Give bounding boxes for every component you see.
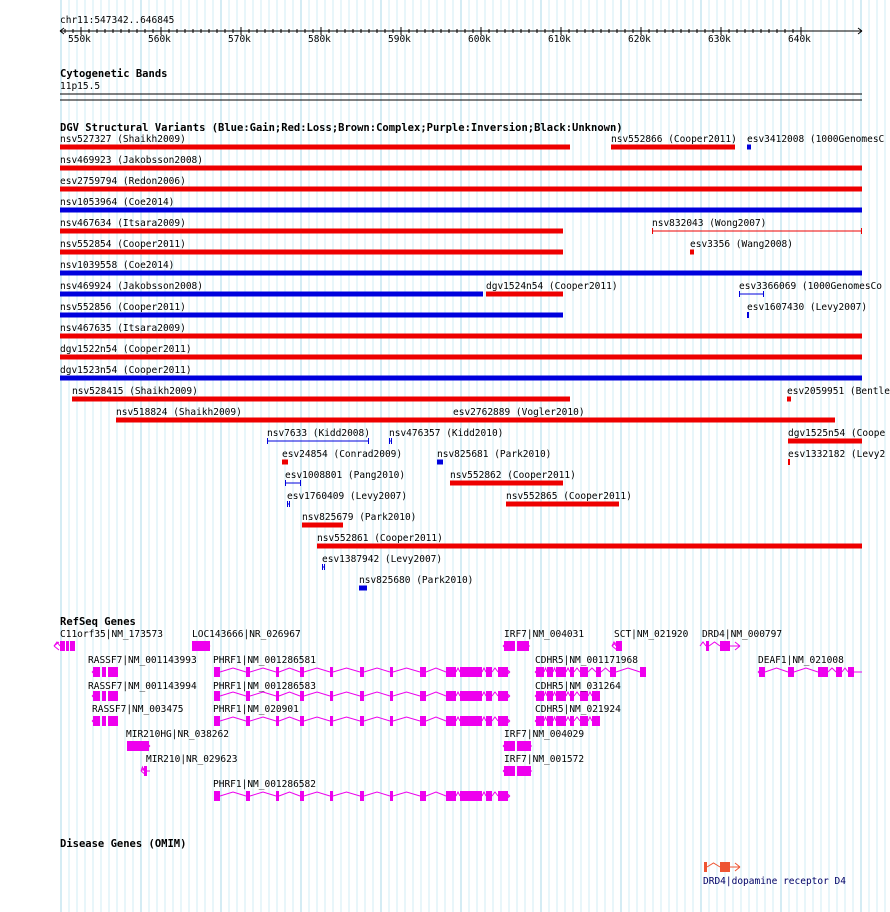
refseq-gene-exon xyxy=(108,716,118,726)
refseq-gene-exon xyxy=(848,667,854,677)
refseq-gene-exon xyxy=(547,691,553,701)
refseq-gene-intron xyxy=(393,692,420,696)
refseq-gene-intron xyxy=(304,717,330,721)
position-label: chr11:547342..646845 xyxy=(60,15,175,26)
dgv-feature-bar xyxy=(317,544,862,549)
refseq-gene-intron xyxy=(393,792,420,796)
refseq-gene-intron xyxy=(304,692,330,696)
refseq-gene-exon xyxy=(300,667,304,677)
dgv-feature-label[interactable]: esv1387942 (Levy2007) xyxy=(322,554,443,565)
refseq-gene-label[interactable]: PHRF1|NM_020901 xyxy=(213,704,299,715)
refseq-gene-intron xyxy=(492,792,498,796)
dgv-feature-label[interactable]: nsv476357 (Kidd2010) xyxy=(389,428,504,439)
refseq-gene-exon xyxy=(580,691,588,701)
refseq-gene-intron xyxy=(794,668,818,672)
dgv-feature-label[interactable]: esv2059951 (Bentle xyxy=(787,386,890,397)
dgv-feature-label[interactable]: nsv552861 (Cooper2011) xyxy=(317,533,443,544)
refseq-gene-exon xyxy=(446,791,456,801)
dgv-feature-label[interactable]: nsv469924 (Jakobsson2008) xyxy=(60,281,203,292)
dgv-feature-bar xyxy=(788,439,862,444)
dgv-feature-label[interactable]: nsv825680 (Park2010) xyxy=(359,575,474,586)
refseq-gene-exon xyxy=(214,791,220,801)
refseq-gene-exon xyxy=(556,667,566,677)
refseq-gene-exon xyxy=(580,667,588,677)
dgv-feature-label[interactable]: nsv825679 (Park2010) xyxy=(302,512,417,523)
refseq-gene-exon xyxy=(300,791,304,801)
refseq-gene-intron xyxy=(364,717,390,721)
refseq-gene-intron xyxy=(544,717,547,721)
dgv-feature-bar xyxy=(437,460,443,465)
refseq-gene-exon xyxy=(390,691,393,701)
refseq-gene-label[interactable]: LOC143666|NR_026967 xyxy=(192,629,301,640)
dgv-feature-bar xyxy=(60,355,862,360)
dgv-feature-bar xyxy=(60,334,862,339)
refseq-gene-exon xyxy=(517,741,531,751)
refseq-gene-exon xyxy=(102,716,106,726)
omim-gene-intron xyxy=(707,863,720,867)
refseq-gene-exon xyxy=(788,667,794,677)
refseq-gene-intron xyxy=(279,792,300,796)
refseq-gene-intron xyxy=(279,692,300,696)
refseq-gene-exon xyxy=(246,791,250,801)
refseq-gene-exon xyxy=(420,791,426,801)
dgv-feature-bar xyxy=(60,313,563,318)
ruler-tick-label: 590k xyxy=(388,34,411,45)
refseq-gene-intron xyxy=(700,642,706,646)
refseq-gene-exon xyxy=(556,691,566,701)
refseq-gene-exon xyxy=(276,667,279,677)
refseq-gene-exon xyxy=(610,667,616,677)
refseq-gene-exon xyxy=(446,691,456,701)
refseq-gene-exon xyxy=(70,641,75,651)
refseq-gene-exon xyxy=(517,641,529,651)
refseq-gene-intron xyxy=(393,717,420,721)
refseq-gene-intron xyxy=(828,668,836,672)
refseq-gene-intron xyxy=(220,668,246,672)
refseq-gene-intron xyxy=(588,692,592,696)
refseq-gene-exon xyxy=(592,691,600,701)
dgv-feature-label[interactable]: nsv825681 (Park2010) xyxy=(437,449,552,460)
refseq-gene-exon xyxy=(818,667,828,677)
refseq-gene-intron xyxy=(842,668,848,672)
dgv-feature-bar xyxy=(60,145,570,150)
refseq-gene-exon xyxy=(570,667,574,677)
refseq-title: RefSeq Genes xyxy=(60,616,136,628)
dgv-feature-bar xyxy=(72,397,570,402)
refseq-gene-exon xyxy=(246,716,250,726)
refseq-gene-intron xyxy=(553,692,556,696)
dgv-feature-bar xyxy=(747,145,751,150)
refseq-gene-exon xyxy=(330,791,333,801)
dgv-feature-label[interactable]: esv3366069 (1000GenomesCo xyxy=(739,281,882,292)
refseq-gene-intron xyxy=(250,692,276,696)
dgv-feature-label[interactable]: nsv467634 (Itsara2009) xyxy=(60,218,186,229)
dgv-feature-bar xyxy=(690,250,694,255)
refseq-gene-exon xyxy=(420,716,426,726)
dgv-feature-bar xyxy=(787,397,791,402)
refseq-gene-intron xyxy=(566,668,570,672)
refseq-gene-intron xyxy=(566,692,570,696)
ruler-tick-label: 560k xyxy=(148,34,171,45)
refseq-gene-exon xyxy=(102,691,106,701)
dgv-feature-label[interactable]: esv1760409 (Levy2007) xyxy=(287,491,408,502)
dgv-feature-bar xyxy=(60,229,563,234)
refseq-gene-intron xyxy=(601,668,610,672)
refseq-gene-intron xyxy=(588,668,596,672)
refseq-gene-exon xyxy=(360,667,364,677)
dgv-feature-label[interactable]: esv1008801 (Pang2010) xyxy=(285,470,406,481)
dgv-feature-label[interactable]: dgv1525n54 (Coope xyxy=(788,428,886,439)
refseq-gene-intron xyxy=(364,692,390,696)
refseq-gene-exon xyxy=(460,667,482,677)
dgv-feature-label[interactable]: nsv7633 (Kidd2008) xyxy=(267,428,370,439)
dgv-feature-label[interactable]: nsv467635 (Itsara2009) xyxy=(60,323,186,334)
refseq-gene-intron xyxy=(333,692,360,696)
refseq-gene-exon xyxy=(592,716,600,726)
refseq-gene-label[interactable]: RASSF7|NM_003475 xyxy=(92,704,184,715)
refseq-gene-label[interactable]: IRF7|NM_004031 xyxy=(504,629,585,640)
refseq-gene-exon xyxy=(300,691,304,701)
dgv-feature-label[interactable]: nsv527327 (Shaikh2009) xyxy=(60,134,186,145)
refseq-gene-intron xyxy=(709,642,720,646)
refseq-gene-exon xyxy=(504,641,515,651)
refseq-gene-exon xyxy=(102,667,106,677)
ruler-tick-label: 630k xyxy=(708,34,731,45)
refseq-gene-exon xyxy=(246,667,250,677)
refseq-gene-label[interactable]: DRD4|NM_000797 xyxy=(702,629,783,640)
refseq-gene-exon xyxy=(486,691,492,701)
refseq-gene-exon xyxy=(706,641,709,651)
refseq-gene-exon xyxy=(596,667,601,677)
refseq-gene-intron xyxy=(588,717,592,721)
refseq-gene-intron xyxy=(426,668,446,672)
dgv-feature-label[interactable]: nsv1053964 (Coe2014) xyxy=(60,197,175,208)
refseq-gene-exon xyxy=(460,691,482,701)
refseq-gene-intron xyxy=(482,717,486,721)
refseq-gene-exon xyxy=(486,791,492,801)
refseq-gene-intron xyxy=(574,668,580,672)
refseq-gene-exon xyxy=(547,667,553,677)
refseq-gene-intron xyxy=(220,717,246,721)
refseq-gene-exon xyxy=(214,667,220,677)
omim-gene-exon xyxy=(720,862,730,872)
refseq-gene-exon xyxy=(498,716,508,726)
refseq-gene-intron xyxy=(482,692,486,696)
refseq-gene-intron xyxy=(333,668,360,672)
refseq-gene-intron xyxy=(426,692,446,696)
refseq-gene-label[interactable]: RASSF7|NM_001143993 xyxy=(88,655,197,666)
refseq-gene-exon xyxy=(360,691,364,701)
refseq-gene-exon xyxy=(498,667,508,677)
dgv-feature-label[interactable]: esv1607430 (Levy2007) xyxy=(747,302,868,313)
refseq-gene-intron xyxy=(492,668,498,672)
refseq-gene-exon xyxy=(836,667,842,677)
refseq-gene-intron xyxy=(492,692,498,696)
dgv-feature-label[interactable]: nsv552862 (Cooper2011) xyxy=(450,470,576,481)
refseq-gene-intron xyxy=(574,717,580,721)
refseq-gene-intron xyxy=(553,668,556,672)
refseq-gene-label[interactable]: CDHR5|NM_001171968 xyxy=(535,655,638,666)
refseq-gene-exon xyxy=(192,641,210,651)
refseq-gene-label[interactable]: PHRF1|NM_001286583 xyxy=(213,681,316,692)
dgv-feature-bar xyxy=(282,460,288,465)
refseq-gene-exon xyxy=(460,716,482,726)
refseq-gene-label[interactable]: C11orf35|NM_173573 xyxy=(60,629,163,640)
refseq-gene-exon xyxy=(214,716,220,726)
ruler-tick-label: 570k xyxy=(228,34,251,45)
refseq-gene-exon xyxy=(108,667,118,677)
refseq-gene-exon xyxy=(556,716,566,726)
refseq-gene-exon xyxy=(504,741,515,751)
dgv-feature-bar xyxy=(60,250,563,255)
refseq-gene-intron xyxy=(544,668,547,672)
dgv-feature-bar xyxy=(453,418,835,423)
dgv-feature-bar xyxy=(506,502,619,507)
refseq-gene-exon xyxy=(498,691,508,701)
refseq-gene-intron xyxy=(574,692,580,696)
dgv-feature-label[interactable]: nsv552865 (Cooper2011) xyxy=(506,491,632,502)
refseq-gene-label[interactable]: DEAF1|NM_021008 xyxy=(758,655,844,666)
refseq-gene-exon xyxy=(276,691,279,701)
refseq-gene-exon xyxy=(390,716,393,726)
refseq-gene-exon xyxy=(570,691,574,701)
refseq-gene-intron xyxy=(250,668,276,672)
refseq-gene-intron xyxy=(279,717,300,721)
dgv-feature-label[interactable]: nsv552856 (Cooper2011) xyxy=(60,302,186,313)
dgv-feature-bar xyxy=(60,271,862,276)
refseq-gene-exon xyxy=(640,667,646,677)
refseq-gene-intron xyxy=(492,717,498,721)
ruler-tick-label: 580k xyxy=(308,34,331,45)
dgv-feature-bar xyxy=(486,292,563,297)
dgv-feature-bar xyxy=(359,586,367,591)
refseq-gene-intron xyxy=(393,668,420,672)
refseq-gene-intron xyxy=(544,692,547,696)
refseq-gene-exon xyxy=(504,766,515,776)
refseq-gene-exon xyxy=(330,667,333,677)
refseq-gene-intron xyxy=(364,792,390,796)
dgv-feature-label[interactable]: esv3412008 (1000GenomesC xyxy=(747,134,885,145)
refseq-gene-intron xyxy=(456,668,460,672)
dgv-feature-bar xyxy=(450,481,563,486)
refseq-gene-exon xyxy=(66,641,69,651)
dgv-feature-label[interactable]: nsv1039558 (Coe2014) xyxy=(60,260,175,271)
refseq-gene-intron xyxy=(616,668,640,672)
refseq-gene-label[interactable]: PHRF1|NM_001286581 xyxy=(213,655,316,666)
refseq-gene-exon xyxy=(460,791,482,801)
refseq-gene-exon xyxy=(486,667,492,677)
refseq-gene-intron xyxy=(482,668,486,672)
dgv-feature-bar xyxy=(60,187,862,192)
dgv-feature-bar xyxy=(302,523,343,528)
refseq-gene-intron xyxy=(220,792,246,796)
refseq-gene-label[interactable]: IRF7|NM_001572 xyxy=(504,754,585,765)
omim-gene-exon xyxy=(704,862,707,872)
ruler-tick-label: 610k xyxy=(548,34,571,45)
refseq-gene-intron xyxy=(304,792,330,796)
refseq-gene-exon xyxy=(580,716,588,726)
refseq-gene-label[interactable]: IRF7|NM_004029 xyxy=(504,729,585,740)
dgv-feature-label[interactable]: nsv518824 (Shaikh2009) xyxy=(116,407,242,418)
refseq-gene-exon xyxy=(446,716,456,726)
refseq-gene-intron xyxy=(426,717,446,721)
refseq-gene-label[interactable]: CDHR5|NM_031264 xyxy=(535,681,621,692)
refseq-gene-intron xyxy=(456,717,460,721)
dgv-feature-label[interactable]: esv2759794 (Redon2006) xyxy=(60,176,186,187)
dgv-feature-bar xyxy=(60,292,483,297)
ruler-tick-label: 640k xyxy=(788,34,811,45)
refseq-gene-intron xyxy=(220,692,246,696)
refseq-gene-exon xyxy=(60,641,65,651)
refseq-gene-exon xyxy=(390,791,393,801)
cytoband-label[interactable]: 11p15.5 xyxy=(60,81,101,92)
dgv-feature-label[interactable]: nsv469923 (Jakobsson2008) xyxy=(60,155,203,166)
dgv-feature-label[interactable]: dgv1523n54 (Cooper2011) xyxy=(60,365,192,376)
refseq-gene-exon xyxy=(214,691,220,701)
refseq-gene-exon xyxy=(720,641,730,651)
ruler-tick-label: 600k xyxy=(468,34,491,45)
refseq-gene-exon xyxy=(330,716,333,726)
refseq-gene-label[interactable]: MIR210|NR_029623 xyxy=(146,754,238,765)
refseq-gene-exon xyxy=(486,716,492,726)
refseq-gene-label[interactable]: CDHR5|NM_021924 xyxy=(535,704,621,715)
omim-gene-label[interactable]: DRD4|dopamine receptor D4 xyxy=(703,876,846,887)
refseq-gene-intron xyxy=(364,668,390,672)
refseq-gene-label[interactable]: SCT|NM_021920 xyxy=(614,629,689,640)
refseq-gene-exon xyxy=(360,791,364,801)
dgv-feature-label[interactable]: esv3356 (Wang2008) xyxy=(690,239,793,250)
refseq-gene-exon xyxy=(390,667,393,677)
refseq-gene-intron xyxy=(333,792,360,796)
refseq-gene-intron xyxy=(456,792,460,796)
refseq-gene-exon xyxy=(330,691,333,701)
ruler-tick-label: 550k xyxy=(68,34,91,45)
dgv-feature-label[interactable]: nsv528415 (Shaikh2009) xyxy=(72,386,198,397)
refseq-gene-intron xyxy=(250,792,276,796)
cytobands-title: Cytogenetic Bands xyxy=(60,68,168,80)
dgv-feature-bar xyxy=(60,208,862,213)
dgv-feature-label[interactable]: esv2762889 (Vogler2010) xyxy=(453,407,585,418)
refseq-gene-intron xyxy=(456,692,460,696)
refseq-gene-intron xyxy=(426,792,446,796)
refseq-gene-exon xyxy=(446,667,456,677)
dgv-feature-bar xyxy=(60,166,862,171)
refseq-gene-intron xyxy=(566,717,570,721)
dgv-feature-label[interactable]: nsv552854 (Cooper2011) xyxy=(60,239,186,250)
refseq-gene-intron xyxy=(765,668,788,672)
dgv-feature-label[interactable]: nsv552866 (Cooper2011) xyxy=(611,134,737,145)
refseq-gene-exon xyxy=(547,716,553,726)
refseq-gene-intron xyxy=(333,717,360,721)
dgv-feature-label[interactable]: esv1332182 (Levy2 xyxy=(788,449,886,460)
refseq-gene-exon xyxy=(517,766,531,776)
refseq-gene-exon xyxy=(276,716,279,726)
refseq-gene-intron xyxy=(553,717,556,721)
omim-title: Disease Genes (OMIM) xyxy=(60,838,187,850)
refseq-gene-exon xyxy=(498,791,508,801)
refseq-gene-label[interactable]: PHRF1|NM_001286582 xyxy=(213,779,316,790)
refseq-gene-label[interactable]: MIR210HG|NR_038262 xyxy=(126,729,229,740)
ruler-tick-label: 620k xyxy=(628,34,651,45)
refseq-gene-exon xyxy=(108,691,118,701)
refseq-gene-exon xyxy=(420,667,426,677)
dgv-feature-bar xyxy=(611,145,735,150)
dgv-feature-bar xyxy=(60,376,862,381)
dgv-feature-label[interactable]: dgv1522n54 (Cooper2011) xyxy=(60,344,192,355)
refseq-gene-intron xyxy=(279,668,300,672)
refseq-gene-exon xyxy=(360,716,364,726)
refseq-gene-exon xyxy=(300,716,304,726)
refseq-gene-intron xyxy=(304,668,330,672)
dgv-feature-label[interactable]: esv24854 (Conrad2009) xyxy=(282,449,403,460)
refseq-gene-exon xyxy=(246,691,250,701)
refseq-gene-label[interactable]: RASSF7|NM_001143994 xyxy=(88,681,197,692)
refseq-gene-exon xyxy=(276,791,279,801)
dgv-title: DGV Structural Variants (Blue:Gain;Red:Loss;Brown:Complex;Purple:Inversion;Black:Unknown) xyxy=(60,122,623,134)
dgv-feature-label[interactable]: nsv832043 (Wong2007) xyxy=(652,218,767,229)
dgv-feature-label[interactable]: dgv1524n54 (Cooper2011) xyxy=(486,281,618,292)
refseq-gene-intron xyxy=(250,717,276,721)
refseq-gene-exon xyxy=(570,716,574,726)
refseq-gene-exon xyxy=(420,691,426,701)
refseq-gene-intron xyxy=(482,792,486,796)
